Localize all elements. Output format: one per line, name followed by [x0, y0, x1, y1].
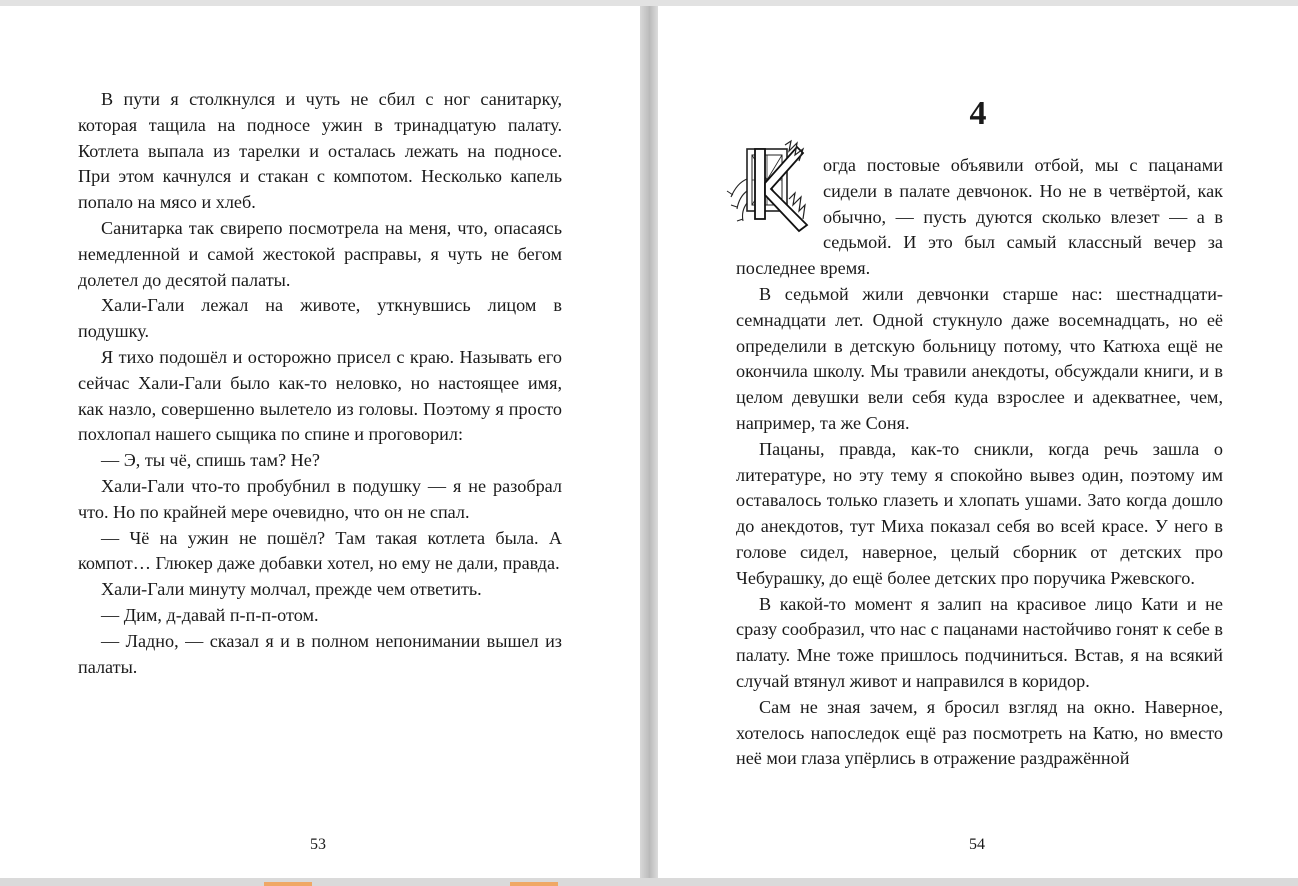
- paragraph: — Ладно, — сказал я и в полном непонимании вышел из палаты.: [78, 630, 562, 677]
- first-paragraph-text: огда постовые объявили отбой, мы с пацанами сидели в палате девчонок. Но не в четвёртой, как обычно, — пусть дуются сколько влезет — а в седьмой. И это был самый классный вечер за последнее время.: [736, 155, 1223, 279]
- page-number: 54: [969, 836, 985, 853]
- left-page-text: [78, 87, 562, 680]
- paragraph: Хали-Гали лежал на животе, уткнувшись лицом в подушку.: [78, 295, 562, 342]
- paragraph: Пацаны, правда, как-то сникли, когда речь зашла о литературе, но эту тему я спокойно вывез один, поэтому им оставалось только глазеть и хлопать ушами. Зато когда дошло до анекдотов, тут Миха показал себя во всей красе. У него в голове сидел, наверное, целый сборник от детских про Чебурашку, до ещё более детских про поручика Ржевского.: [736, 438, 1223, 588]
- paragraph: Я тихо подошёл и осторожно присел с краю. Называть его сейчас Хали-Гали было как-то неловко, но настоящее имя, как назло, совершенно вылетело из головы. Поэтому я просто похлопал нашего сыщика по спине и проговорил:: [78, 346, 562, 445]
- paragraph: Хали-Гали что-то пробубнил в подушку — я не разобрал что. Но по крайней мере очевидно, что он не спал.: [78, 475, 562, 522]
- paragraph: — Дим, д-давай п-п-п-отом.: [101, 604, 319, 625]
- scroll-indicator[interactable]: [264, 882, 312, 886]
- paragraph: В седьмой жили девчонки старше нас: шестнадцати-семнадцати лет. Одной стукнуло даже восемнадцать, но её определили в детскую больницу потому, что Катюха ещё не окончила школу. Мы травили анекдоты, обсуждали книги, и в целом девушки вели себя куда взрослее и адекватнее, чем, например, та же Соня.: [736, 283, 1223, 433]
- paragraph: — Э, ты чё, спишь там? Не?: [101, 450, 320, 471]
- paragraph: Хали-Гали минуту молчал, прежде чем ответить.: [101, 579, 482, 600]
- paragraph: Сам не зная зачем, я бросил взгляд на окно. Наверное, хотелось напоследок ещё раз посмотреть на Катю, но вместо неё мои глаза упёрлись в отражение раздражённой: [736, 696, 1223, 769]
- paragraph: В какой-то момент я залип на красивое лицо Кати и не сразу сообразил, что нас с пацанами настойчиво гонят к себе в палату. Мне тоже пришлось подчиниться. Встав, я на всякий случай втянул живот и направился в коридор.: [736, 593, 1223, 691]
- right-page-text: [736, 153, 1223, 772]
- viewer-bottom-bar: [0, 878, 1298, 886]
- page-left: [0, 6, 640, 878]
- page-number: 53: [310, 836, 326, 853]
- paragraph: — Чё на ужин не пошёл? Там такая котлета была. А компот… Глюкер даже добавки хотел, но ему не дали, правда.: [78, 527, 562, 574]
- drop-cap-illustration: [725, 139, 817, 239]
- book-gutter-left: [640, 6, 649, 878]
- paragraph: Санитарка так свирепо посмотрела на меня, что, опасаясь немедленной и самой жестокой расправы, я чуть не бегом долетел до десятой палаты.: [78, 217, 562, 290]
- page-right: [658, 6, 1298, 878]
- scroll-indicator[interactable]: [510, 882, 558, 886]
- paragraph: В пути я столкнулся и чуть не сбил с ног санитарку, которая тащила на подносе ужин в тринадцатую палату. Котлета выпала из тарелки и осталась лежать на подносе. При этом качнулся и стакан с компотом. Несколько капель попало на мясо и хлеб.: [78, 89, 562, 213]
- book-gutter-right: [649, 6, 658, 878]
- first-paragraph: [736, 153, 1223, 282]
- chapter-number: 4: [969, 95, 987, 132]
